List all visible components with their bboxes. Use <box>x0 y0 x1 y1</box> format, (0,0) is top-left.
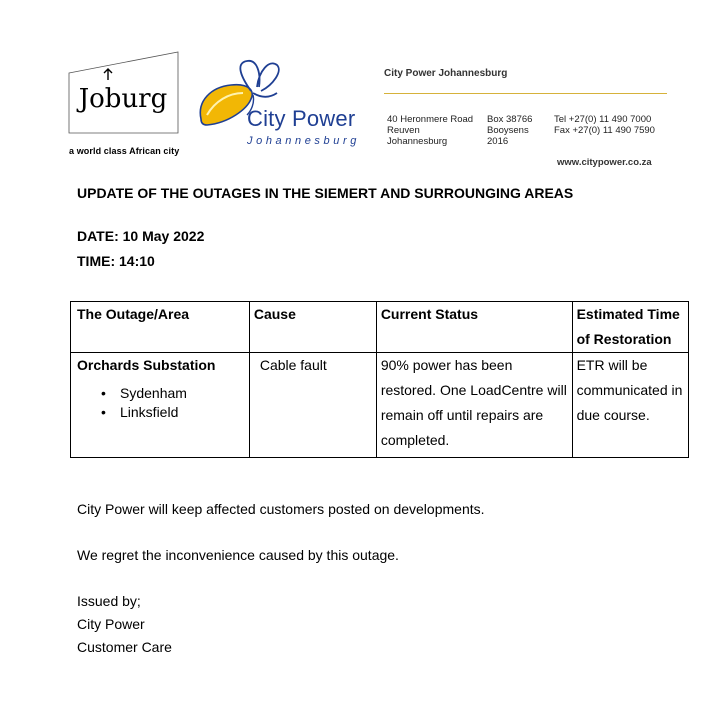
area-name: Orchards Substation <box>77 357 216 373</box>
list-item: • Linksfield <box>101 404 179 420</box>
joburg-tagline: a world class African city <box>69 146 180 156</box>
issuer-department: Customer Care <box>77 639 172 655</box>
table-header-row <box>71 302 689 353</box>
issued-by-label: Issued by; <box>77 593 141 609</box>
header-current-status: Current Status <box>376 302 572 353</box>
cell-current-status: 90% power has been restored. One LoadCentre will remain off until repairs are completed. <box>376 353 572 458</box>
cell-outage-area <box>71 353 250 458</box>
date-line: DATE: 10 May 2022 <box>77 228 205 244</box>
outage-table <box>70 301 689 458</box>
contact-numbers: Tel +27(0) 11 490 7000 Fax +27(0) 11 490 7590 <box>554 114 655 136</box>
city-power-subtitle: Johannesburg <box>247 135 360 147</box>
city-power-name: City Power <box>247 106 356 131</box>
address-box: Box 38766 Booysens 2016 <box>487 114 533 147</box>
website-link[interactable]: www.citypower.co.za <box>557 157 652 168</box>
suburb-list <box>77 384 245 422</box>
regret-paragraph: We regret the inconvenience caused by this outage. <box>77 547 399 563</box>
header-divider <box>384 93 667 94</box>
svg-text:Joburg: Joburg <box>78 84 168 114</box>
cell-cause: Cable fault <box>249 353 376 458</box>
address-street: 40 Heronmere Road Reuven Johannesburg <box>387 114 474 147</box>
org-title: City Power Johannesburg <box>384 68 508 79</box>
header-outage-area: The Outage/Area <box>71 302 250 353</box>
joburg-logo <box>68 51 179 134</box>
header-etr: Estimated Time of Restoration <box>572 302 688 353</box>
document-title: UPDATE OF THE OUTAGES IN THE SIEMERT AND SURROUNGING AREAS <box>77 185 574 201</box>
header-cause: Cause <box>249 302 376 353</box>
cell-etr: ETR will be communicated in due course. <box>572 353 688 458</box>
list-item: • Sydenham <box>101 385 187 401</box>
table-row <box>71 353 689 458</box>
posted-paragraph: City Power will keep affected customers posted on developments. <box>77 501 485 517</box>
issuer-name: City Power <box>77 616 145 632</box>
time-line: TIME: 14:10 <box>77 253 155 269</box>
